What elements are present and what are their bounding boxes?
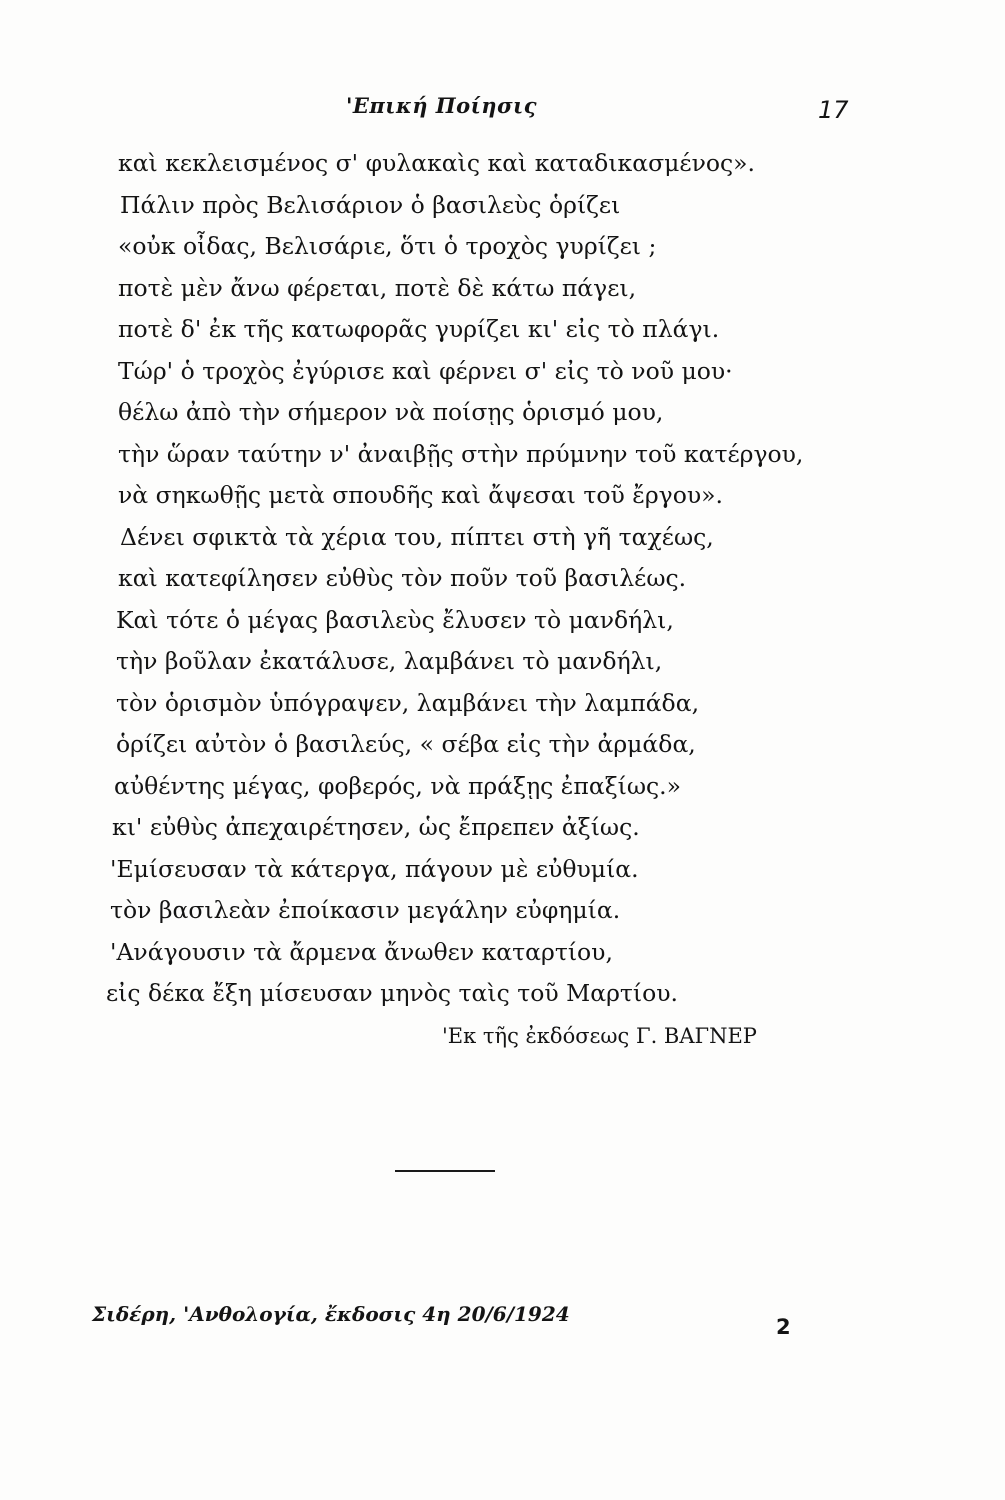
source-credit: 'Εκ τῆς ἐκδόσεως Γ. ΒΑΓΝΕΡ	[442, 1024, 757, 1048]
poem-line: νὰ σηκωθῇς μετὰ σπουδῆς καὶ ἄψεσαι τοῦ ἔργου».	[118, 481, 723, 509]
poem-line: θέλω ἀπὸ τὴν σήμερον νὰ ποίσῃς ὁρισμό μου,	[118, 398, 664, 426]
footer-citation: Σιδέρη, 'Ανθολογία, ἔκδοσις 4η 20/6/1924	[92, 1302, 570, 1326]
poem-line: καὶ κεκλεισμένος σ' φυλακαὶς καὶ καταδικασμένος».	[118, 149, 756, 177]
poem-line: τὸν βασιλεὰν ἐποίκασιν μεγάλην εὐφημία.	[110, 896, 621, 924]
poem-line: «οὐκ οἶδας, Βελισάριε, ὅτι ὁ τροχὸς γυρίζει ;	[118, 232, 657, 260]
poem-line: Τώρ' ὁ τροχὸς ἐγύρισε καὶ φέρνει σ' εἰς τὸ νοῦ μου·	[118, 356, 733, 385]
signature-mark: 2	[776, 1315, 791, 1339]
poem-line: Δένει σφικτὰ τὰ χέρια του, πίπτει στὴ γῆ ταχέως,	[120, 522, 714, 551]
poem-line: ποτὲ δ' ἐκ τῆς κατωφορᾶς γυρίζει κι' εἰς τὸ πλάγι.	[118, 315, 720, 343]
poem-line: αὐθέντης μέγας, φοβερός, νὰ πράξῃς ἐπαξίως.»	[114, 771, 682, 800]
poem-line: 'Εμίσευσαν τὰ κάτεργα, πάγουν μὲ εὐθυμία.	[110, 854, 639, 883]
poem-line: Καὶ τότε ὁ μέγας βασιλεὺς ἔλυσεν τὸ μανδήλι,	[116, 605, 674, 634]
poem-line: τὸν ὁρισμὸν ὑπόγραψεν, λαμβάνει τὴν λαμπάδα,	[116, 688, 700, 717]
poem-line: ὁρίζει αὐτὸν ὁ βασιλεύς, « σέβα εἰς τὴν ἀρμάδα,	[116, 730, 696, 758]
poem-text	[106, 143, 866, 1015]
poem-line: τὴν ὥραν ταύτην ν' ἀναιβῇς στὴν πρύμνην τοῦ κατέργου,	[118, 439, 804, 468]
poem-line: κι' εὐθὺς ἀπεχαιρέτησεν, ὡς ἔπρεπεν ἀξίως.	[112, 813, 640, 841]
page-number: 17	[818, 96, 849, 124]
running-head: 'Επική Ποίησις	[346, 93, 537, 118]
poem-line: ποτὲ μὲν ἄνω φέρεται, ποτὲ δὲ κάτω πάγει,	[118, 273, 637, 302]
poem-line: Πάλιν πρὸς Βελισάριον ὁ βασιλεὺς ὁρίζει	[120, 190, 621, 219]
poem-line: εἰς δέκα ἔξη μίσευσαν μηνὸς ταὶς τοῦ Μαρτίου.	[106, 979, 679, 1007]
poem-line: τὴν βοῦλαν ἐκατάλυσε, λαμβάνει τὸ μανδήλι,	[116, 647, 663, 675]
horizontal-rule	[395, 1170, 495, 1172]
poem-line: καὶ κατεφίλησεν εὐθὺς τὸν ποῦν τοῦ βασιλέως.	[118, 564, 687, 592]
poem-line: 'Ανάγουσιν τὰ ἄρμενα ἄνωθεν καταρτίου,	[110, 937, 613, 966]
